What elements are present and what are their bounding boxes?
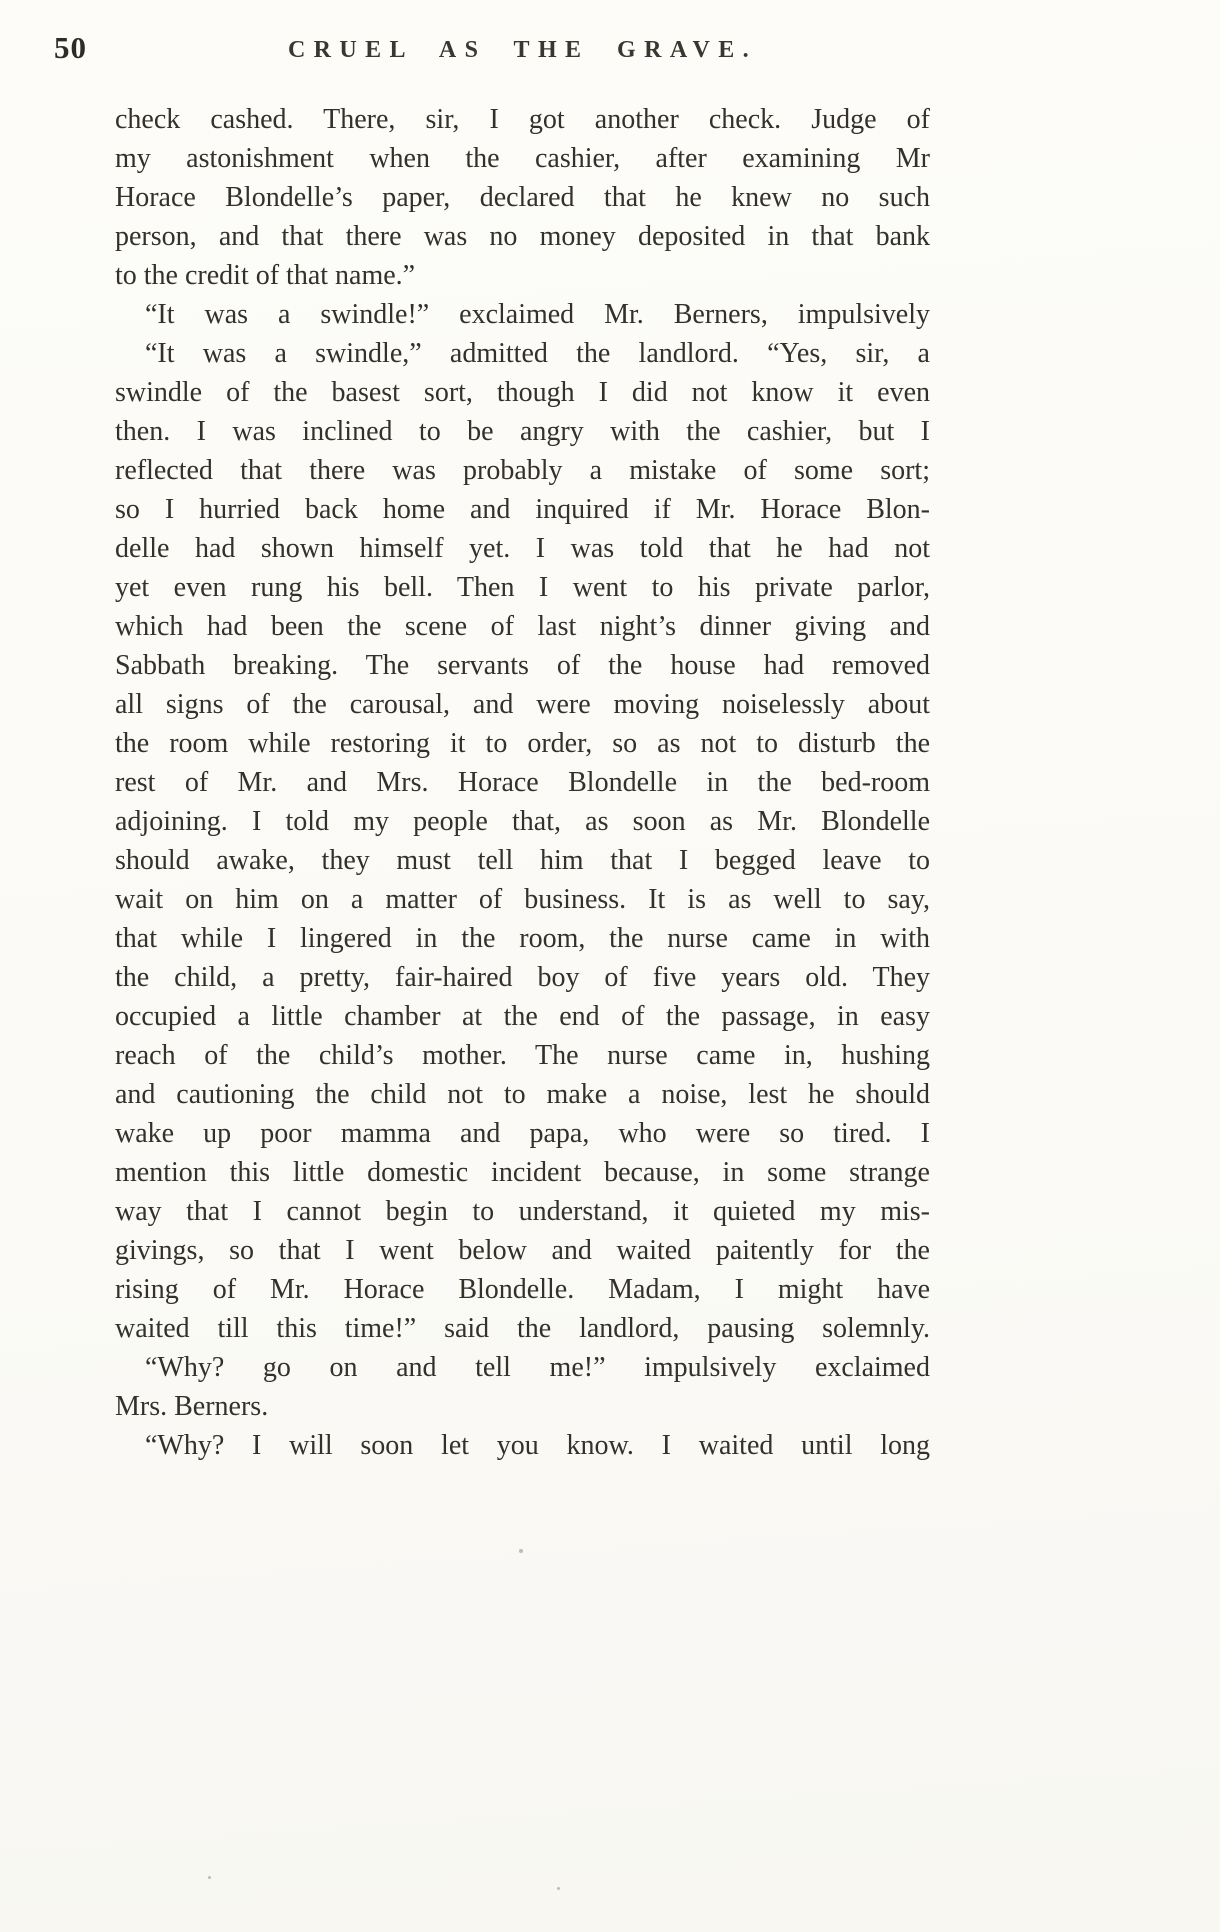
text-line: and cautioning the child not to make a noise, lest he should bbox=[115, 1079, 930, 1110]
text-line: adjoining. I told my people that, as soon as Mr. Blondelle bbox=[115, 806, 930, 837]
text-line: givings, so that I went below and waited paitently for the bbox=[115, 1235, 930, 1266]
text-line: reflected that there was probably a mistake of some sort; bbox=[115, 455, 930, 486]
text-line: waited till this time!” said the landlord, pausing solemnly. bbox=[115, 1313, 930, 1344]
text-line: Sabbath breaking. The servants of the house had removed bbox=[115, 650, 930, 681]
text-line: wake up poor mamma and papa, who were so tired. I bbox=[115, 1118, 930, 1149]
text-line: occupied a little chamber at the end of the passage, in easy bbox=[115, 1001, 930, 1032]
text-line: rest of Mr. and Mrs. Horace Blondelle in the bed-room bbox=[115, 767, 930, 798]
text-line: reach of the child’s mother. The nurse came in, hushing bbox=[115, 1040, 930, 1071]
text-line: “Why? I will soon let you know. I waited until long bbox=[145, 1430, 930, 1461]
text-line: all signs of the carousal, and were moving noiselessly about bbox=[115, 689, 930, 720]
text-line: then. I was inclined to be angry with the cashier, but I bbox=[115, 416, 930, 447]
text-line: which had been the scene of last night’s dinner giving and bbox=[115, 611, 930, 642]
text-line: the room while restoring it to order, so as not to disturb the bbox=[115, 728, 930, 759]
text-line: Mrs. Berners. bbox=[115, 1391, 269, 1422]
text-line: “It was a swindle,” admitted the landlord. “Yes, sir, a bbox=[145, 338, 930, 369]
page-number: 50 bbox=[54, 30, 87, 65]
text-line: check cashed. There, sir, I got another check. Judge of bbox=[115, 104, 930, 135]
text-line: Horace Blondelle’s paper, declared that he knew no such bbox=[115, 182, 930, 213]
text-line: yet even rung his bell. Then I went to his private parlor, bbox=[115, 572, 930, 603]
page-body-text bbox=[115, 100, 930, 1465]
text-line: should awake, they must tell him that I begged leave to bbox=[115, 845, 930, 876]
text-line: to the credit of that name.” bbox=[115, 260, 416, 291]
text-line: mention this little domestic incident because, in some strange bbox=[115, 1157, 930, 1188]
text-line: “It was a swindle!” exclaimed Mr. Berners, impulsively bbox=[145, 299, 930, 330]
text-line: my astonishment when the cashier, after examining Mr bbox=[115, 143, 930, 174]
scan-speck bbox=[519, 1549, 523, 1553]
text-line: “Why? go on and tell me!” impulsively exclaimed bbox=[145, 1352, 930, 1383]
running-header-title: CRUEL AS THE GRAVE. bbox=[287, 37, 758, 63]
text-line: the child, a pretty, fair-haired boy of five years old. They bbox=[115, 962, 930, 993]
text-line: wait on him on a matter of business. It is as well to say, bbox=[115, 884, 930, 915]
text-line: so I hurried back home and inquired if Mr. Horace Blon- bbox=[115, 494, 930, 525]
text-line: rising of Mr. Horace Blondelle. Madam, I might have bbox=[115, 1274, 930, 1305]
text-line: person, and that there was no money deposited in that bank bbox=[115, 221, 930, 252]
scan-speck bbox=[208, 1876, 211, 1879]
text-line: swindle of the basest sort, though I did not know it even bbox=[115, 377, 930, 408]
scan-speck bbox=[557, 1887, 560, 1890]
text-line: way that I cannot begin to understand, it quieted my mis- bbox=[115, 1196, 930, 1227]
text-line: delle had shown himself yet. I was told that he had not bbox=[115, 533, 930, 564]
text-line: that while I lingered in the room, the nurse came in with bbox=[115, 923, 930, 954]
